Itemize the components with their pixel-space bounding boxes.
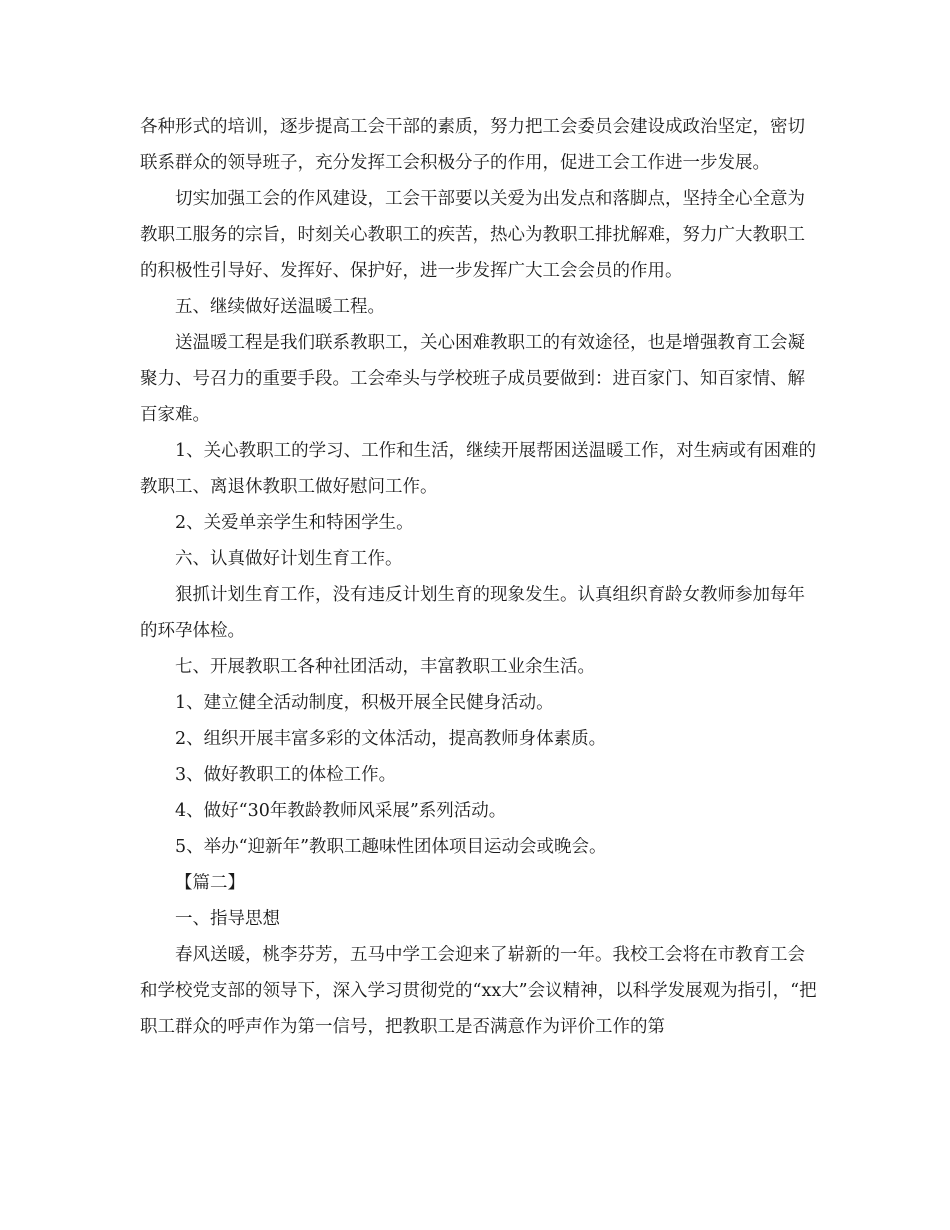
paragraph-training: 各种形式的培训，逐步提高工会干部的素质，努力把工会委员会建设成政治坚定，密切联系群众的领导班子，充分发挥工会积极分子的作用，促进工会工作进一步发展。 [140, 117, 805, 173]
document-body [140, 109, 820, 1045]
paragraph-family-planning: 狠抓计划生育工作，没有违反计划生育的现象发生。认真组织育龄女教师参加每年的环孕体检。 [140, 585, 805, 641]
list-item-seven-3: 3、做好教职工的体检工作。 [175, 765, 397, 785]
list-item-seven-5: 5、举办“迎新年”教职工趣味性团体项目运动会或晚会。 [175, 837, 607, 857]
list-item-seven-1: 1、建立健全活动制度，积极开展全民健身活动。 [175, 693, 554, 713]
heading-section-five: 五、继续做好送温暖工程。 [175, 297, 385, 317]
paragraph-warmth-project: 送温暖工程是我们联系教职工，关心困难教职工的有效途径，也是增强教育工会凝聚力、号召力的重要手段。工会牵头与学校班子成员要做到：进百家门、知百家情、解百家难。 [140, 333, 805, 425]
heading-guiding-ideology: 一、指导思想 [175, 909, 280, 929]
list-item-five-1: 1、关心教职工的学习、工作和生活，继续开展帮困送温暖工作，对生病或有困难的教职工、离退休教职工做好慰问工作。 [140, 441, 817, 497]
heading-section-seven: 七、开展教职工各种社团活动，丰富教职工业余生活。 [175, 657, 595, 677]
heading-section-six: 六、认真做好计划生育工作。 [175, 549, 403, 569]
part-two-heading: 【篇二】 [175, 873, 245, 893]
list-item-seven-2: 2、组织开展丰富多彩的文体活动，提高教师身体素质。 [175, 729, 607, 749]
list-item-seven-4: 4、做好“30年教龄教师风采展”系列活动。 [175, 801, 507, 821]
list-item-five-2: 2、关爱单亲学生和特困学生。 [175, 513, 414, 533]
paragraph-style-building: 切实加强工会的作风建设，工会干部要以关爱为出发点和落脚点，坚持全心全意为教职工服务的宗旨，时刻关心教职工的疾苦，热心为教职工排扰解难，努力广大教职工的积极性引导好、发挥好、保护好，进一步发挥广大工会会员的作用。 [140, 189, 805, 281]
paragraph-spring-opening: 春风送暖，桃李芬芳，五马中学工会迎来了崭新的一年。我校工会将在市教育工会和学校党支部的领导下，深入学习贯彻党的“xx大”会议精神，以科学发展观为指引，“把职工群众的呼声作为第一信号，把教职工是否满意作为评价工作的第 [140, 945, 817, 1037]
